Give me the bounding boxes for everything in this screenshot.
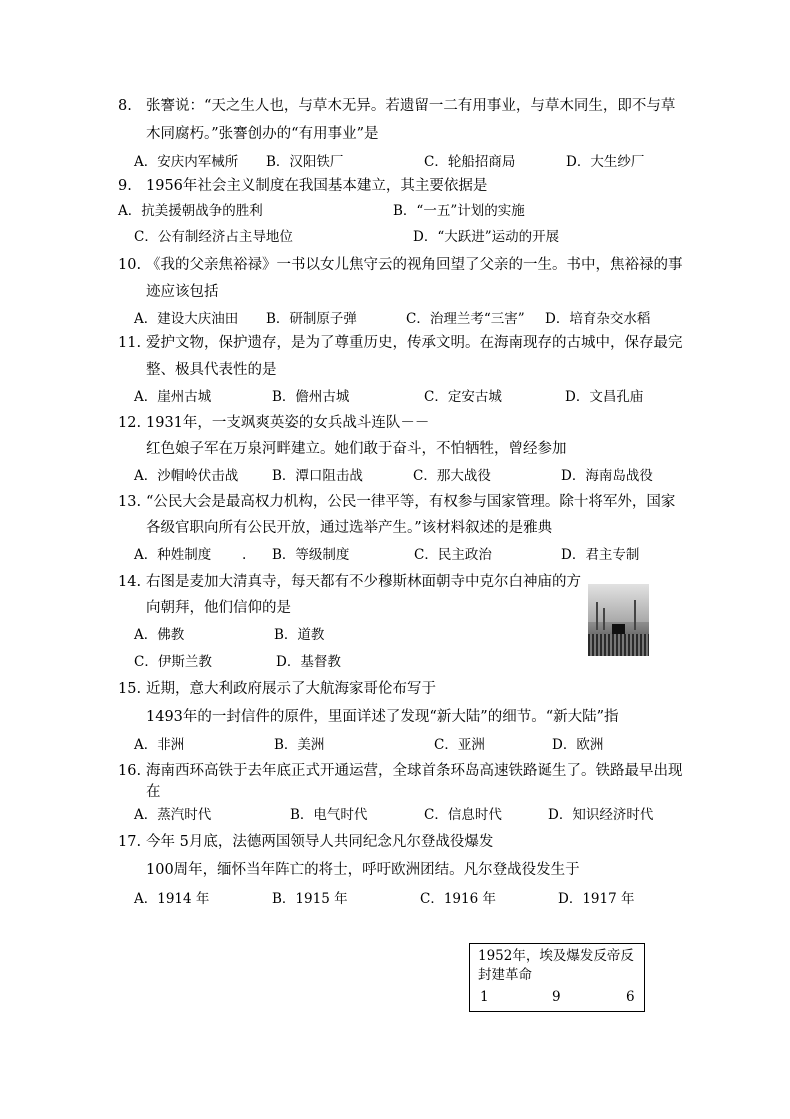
q17-option-c: C．1916 年 <box>420 891 496 907</box>
q10-stem-line2: 迹应该包括 <box>146 284 219 300</box>
q8-stem-line2: 木同腐朽。”张謇创办的“有用事业”是 <box>146 126 379 142</box>
q9-option-b: B．“一五”计划的实施 <box>393 203 525 219</box>
q9-option-a: A．抗美援朝战争的胜利 <box>118 203 263 219</box>
q10-option-b: B．研制原子弹 <box>266 311 357 327</box>
q10-stem-line1: 《我的父亲焦裕禄》一书以女儿焦守云的视角回望了父亲的一生。书中，焦裕禄的事 <box>146 257 683 273</box>
q9-option-c: C．公有制经济占主导地位 <box>134 229 293 245</box>
q8-option-a: A．安庆内军械所 <box>134 154 239 170</box>
q8-stem-line1: 张謇说：“天之生人也，与草木无异。若遗留一二有用事业，与草木同生，即不与草 <box>146 98 676 114</box>
q15-option-c: C．亚洲 <box>434 737 485 753</box>
q17-option-a: A．1914 年 <box>134 891 210 907</box>
q11-option-b: B．儋州古城 <box>272 389 350 405</box>
q15-stem-line2: 1493年的一封信件的原件，里面详述了发现“新大陆”的细节。“新大陆”指 <box>146 709 619 725</box>
q17-number: 17. <box>118 834 142 850</box>
q16-number: 16. <box>118 763 142 779</box>
q10-option-c: C．治理兰考“三害” <box>406 311 525 327</box>
text-box-line2: 封建革命 <box>478 967 532 983</box>
text-box-digit-2: 9 <box>552 989 561 1005</box>
q8-number: 8. <box>118 98 132 114</box>
q12-stem-line1: 1931年，一支飒爽英姿的女兵战斗连队－－ <box>146 415 430 431</box>
q9-number: 9. <box>118 178 132 194</box>
q16-option-b: B．电气时代 <box>290 807 368 823</box>
q11-option-a: A．崖州古城 <box>134 389 212 405</box>
q13-stray-dot: . <box>242 547 247 563</box>
q12-number: 12. <box>118 415 142 431</box>
q13-option-c: C．民主政治 <box>414 547 492 563</box>
q11-number: 11. <box>118 335 142 351</box>
q13-option-d: D．君主专制 <box>561 547 640 563</box>
q14-option-d: D．基督教 <box>276 654 341 670</box>
q16-option-a: A．蒸汽时代 <box>134 807 212 823</box>
q13-option-b: B．等级制度 <box>272 547 350 563</box>
text-box-digit-3: 6 <box>626 989 635 1005</box>
q15-option-a: A．非洲 <box>134 737 185 753</box>
q8-option-d: D．大生纱厂 <box>566 154 645 170</box>
q17-option-d: D．1917 年 <box>558 891 635 907</box>
q15-option-d: D．欧洲 <box>552 737 604 753</box>
q11-option-d: D．文昌孔庙 <box>565 389 644 405</box>
q8-option-c: C．轮船招商局 <box>424 154 516 170</box>
q14-option-a: A．佛教 <box>134 627 185 643</box>
q15-number: 15. <box>118 681 142 697</box>
q14-stem-line1: 右图是麦加大清真寺，每天都有不少穆斯林面朝寺中克尔白神庙的方 <box>146 574 581 590</box>
q12-option-c: C．那大战役 <box>413 468 491 484</box>
q13-stem-line2: 各级官职向所有公民开放，通过选举产生。”该材料叙述的是雅典 <box>146 520 553 536</box>
q12-option-b: B．潭口阻击战 <box>272 468 363 484</box>
q12-stem-line2: 红色娘子军在万泉河畔建立。她们敢于奋斗，不怕牺牲，曾经参加 <box>146 441 567 457</box>
q14-stem-line2: 向朝拜，他们信仰的是 <box>146 600 291 616</box>
q16-option-d: D．知识经济时代 <box>548 807 654 823</box>
q12-option-a: A．沙帽岭伏击战 <box>134 468 239 484</box>
q17-option-b: B．1915 年 <box>272 891 348 907</box>
q10-option-d: D．培育杂交水稻 <box>545 311 651 327</box>
q12-option-d: D．海南岛战役 <box>561 468 653 484</box>
q15-option-b: B．美洲 <box>274 737 325 753</box>
q14-number: 14. <box>118 574 142 590</box>
q11-stem-line1: 爱护文物，保护遗存，是为了尊重历史，传承文明。在海南现存的古城中，保存最完 <box>146 335 683 351</box>
q13-option-a: A．种姓制度 <box>134 547 212 563</box>
q10-number: 10. <box>118 257 142 273</box>
q11-stem-line2: 整、极具代表性的是 <box>146 362 277 378</box>
q16-stem-line1: 海南西环高铁于去年底正式开通运营，全球首条环岛高速铁路诞生了。铁路最早出现 <box>146 763 683 779</box>
q16-stem-line2: 在 <box>146 784 161 800</box>
q17-stem-line2: 100周年，缅怀当年阵亡的将士，呼吁欧洲团结。凡尔登战役发生于 <box>146 862 580 878</box>
q14-option-c: C．伊斯兰教 <box>134 654 212 670</box>
q9-option-d: D．“大跃进”运动的开展 <box>413 229 560 245</box>
q14-option-b: B．道教 <box>274 627 325 643</box>
q17-stem-line1: 今年 5月底，法德两国领导人共同纪念凡尔登战役爆发 <box>146 834 494 850</box>
q10-option-a: A．建设大庆油田 <box>134 311 239 327</box>
q16-option-c: C．信息时代 <box>424 807 502 823</box>
q13-number: 13. <box>118 494 142 510</box>
text-box-line1: 1952年，埃及爆发反帝反 <box>478 948 634 964</box>
q8-option-b: B．汉阳铁厂 <box>266 154 344 170</box>
q15-stem-line1: 近期，意大利政府展示了大航海家哥伦布写于 <box>146 681 436 697</box>
q13-stem-line1: “公民大会是最高权力机构，公民一律平等，有权参与国家管理。除十将军外，国家 <box>146 494 676 510</box>
q9-stem-line1: 1956年社会主义制度在我国基本建立，其主要依据是 <box>146 178 488 194</box>
text-box-digit-1: 1 <box>480 989 489 1005</box>
mecca-mosque-photo <box>588 584 649 656</box>
q11-option-c: C．定安古城 <box>424 389 502 405</box>
